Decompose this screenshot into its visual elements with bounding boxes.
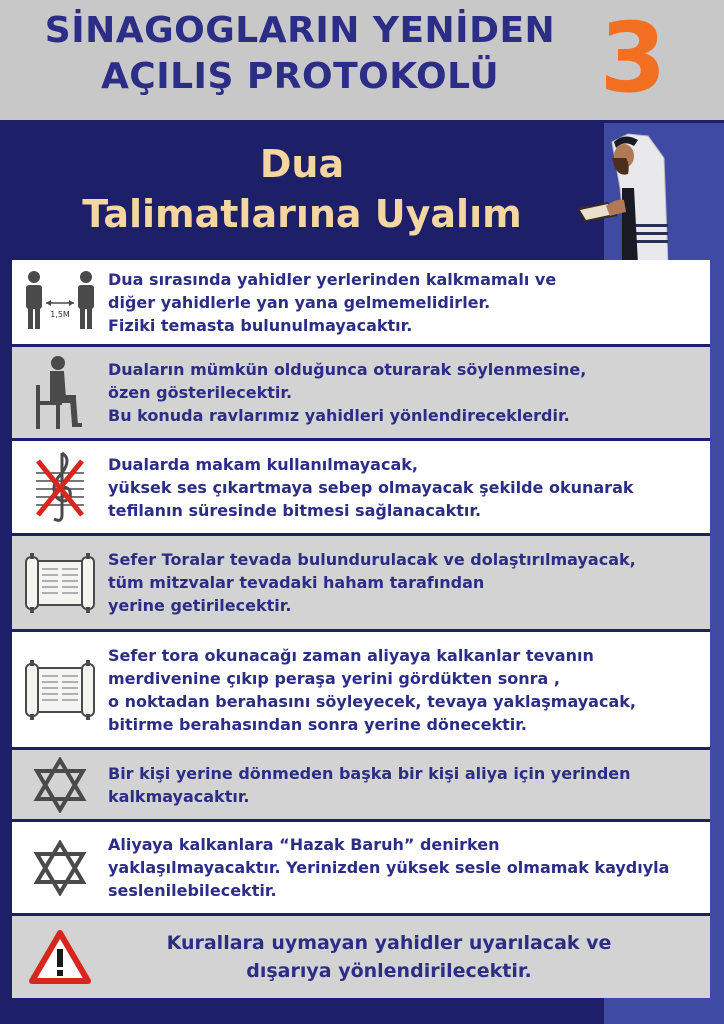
rule-text [108, 358, 594, 427]
rule-text [108, 453, 642, 522]
rule-line: tefilanın süresinde bitmesi sağlanacaktır. [108, 500, 482, 520]
rule-icon-cell [12, 916, 108, 998]
rule-item [12, 822, 710, 916]
rule-icon-cell [12, 750, 108, 819]
rule-line: seslenilebilecektir. [108, 881, 277, 900]
rule-item [12, 750, 710, 822]
rule-icon-cell [12, 441, 108, 533]
banner [0, 123, 604, 260]
rule-line: özen gösterilecektir. [108, 383, 293, 402]
rule-item [12, 347, 710, 441]
page-number: 3 [599, 2, 667, 114]
rule-icon-cell [12, 260, 108, 344]
rule-line: yüksek ses çıkartmaya sebep olmayacak şekilde okunarak [108, 477, 634, 497]
rule-line: Duaların mümkün olduğunca oturarak söylenmesine, [108, 360, 587, 379]
rule-line: kalkmayacaktır. [108, 786, 250, 806]
rule-text [108, 762, 639, 808]
rule-line: tüm mitzvalar tevadaki haham tarafından [108, 573, 485, 592]
header [0, 0, 724, 120]
rule-line: yaklaşılmayacaktır. Yerinizden yüksek sesle olmamak kaydıyla [108, 858, 670, 877]
rule-line: o noktadan berahasını söyleyecek, tevaya yaklaşmayacak, [108, 691, 636, 711]
rule-line: dışarıya yönlendirilecektir. [246, 960, 532, 982]
rules-list [12, 260, 710, 998]
rule-icon-cell [12, 632, 108, 747]
rule-item [12, 260, 710, 347]
rule-line: Kurallara uymayan yahidler uyarılacak ve [166, 932, 612, 954]
torah-scroll-icon [22, 553, 98, 613]
rule-line: Bu konuda ravlarımız yahidleri yönlendireceklerdir. [108, 406, 570, 425]
praying-man-illustration [568, 128, 678, 264]
rule-line: Sefer tora okunacağı zaman aliyaya kalkanlar tevanın [108, 645, 594, 665]
rule-text [108, 833, 677, 902]
rule-line: Fiziki temasta bulunulmayacaktır. [108, 315, 413, 335]
rule-text [108, 548, 644, 617]
page-title-line-2: AÇILIŞ PROTOKOLÜ [100, 56, 500, 97]
rule-line: Bir kişi yerine dönmeden başka bir kişi aliya için yerinden [108, 763, 631, 783]
rule-item-warning [12, 916, 710, 998]
rule-text [108, 268, 564, 337]
rule-line: diğer yahidlerle yan yana gelmemelidirler. [108, 292, 491, 312]
banner-title-line-2: Talimatlarına Uyalım [82, 192, 522, 236]
rule-line: Aliyaya kalkanlara “Hazak Baruh” denirken [108, 835, 500, 854]
distance-label: 1,5M [50, 310, 70, 319]
rule-line: bitirme berahasından sonra yerine dönecektir. [108, 714, 527, 734]
rule-item [12, 441, 710, 536]
page-title [0, 8, 600, 100]
rule-icon-cell [12, 347, 108, 438]
rule-line: Sefer Toralar tevada bulundurulacak ve dolaştırılmayacak, [108, 550, 636, 569]
rule-text [108, 644, 644, 736]
social-distance-icon [20, 269, 100, 335]
page-title-line-1: SİNAGOGLARIN YENİDEN [44, 10, 556, 51]
torah-scroll-icon [22, 660, 98, 720]
star-of-david-icon [33, 757, 87, 813]
no-music-icon [32, 449, 88, 525]
rule-line: merdivenine çıkıp peraşa yerini gördükten sonra , [108, 668, 560, 688]
star-of-david-icon [33, 840, 87, 896]
rule-text [108, 929, 710, 985]
seated-person-icon [30, 355, 90, 431]
warning-icon [28, 929, 92, 985]
rule-item [12, 536, 710, 632]
rule-icon-cell [12, 536, 108, 629]
rule-line: Dua sırasında yahidler yerlerinden kalkmamalı ve [108, 269, 557, 289]
rule-item [12, 632, 710, 750]
banner-title-line-1: Dua [259, 142, 345, 186]
rule-line: Dualarda makam kullanılmayacak, [108, 454, 418, 474]
banner-title [0, 139, 604, 239]
rule-line: yerine getirilecektir. [108, 596, 292, 615]
rule-icon-cell [12, 822, 108, 913]
